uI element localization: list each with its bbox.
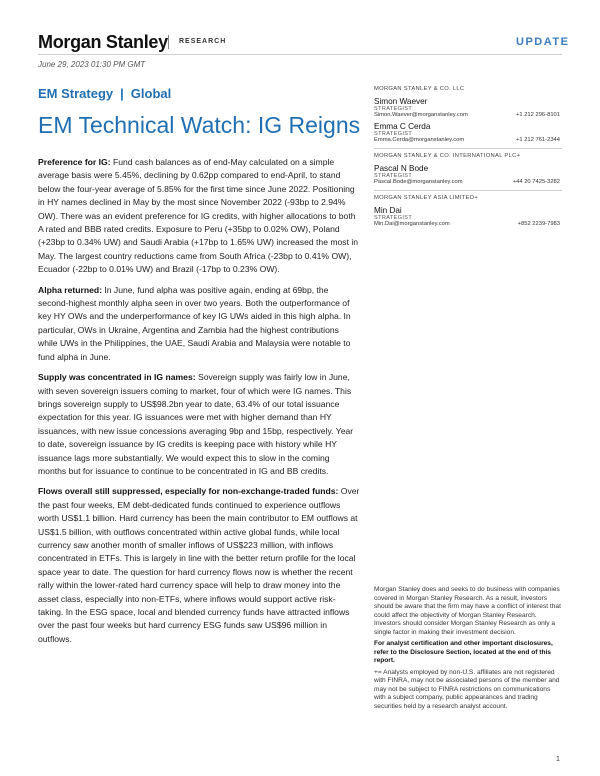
report-title: EM Technical Watch: IG Reigns [38, 112, 361, 138]
disclosure-notice: For analyst certification and other important disclosures, refer to the Disclosure Section, located at the end of this report. [374, 640, 553, 664]
analyst-entry [374, 97, 562, 118]
paragraph-text: Over the past four weeks, EM debt-dedicated funds continued to experience outflows worth US$1.1 billion. Hard currency has been the main contributor to EM outflows at US$1.5 billion, with outflows concentrated within active global funds, while local currency saw another month of smaller inflows of US$223 million, with inflows concentrated in ETFs. This is largely in line with the better return profile for the local space year to date. The question for hard currency flows now is whether the recent rally within the lower-rated hard currency space will help to draw money into the asset class, especially into non-ETFs, where inflows would support active risk-taking. In the ESG space, local and blended currency funds have attracted inflows over the past four weeks but hard currency ESG funds saw US$96 million in outflows. [38, 486, 360, 644]
paragraph-lead: Alpha returned: [38, 284, 102, 295]
header-separator [168, 35, 169, 49]
update-badge: UPDATE [516, 36, 570, 48]
sidebar-rule [374, 190, 562, 191]
sidebar-rule [374, 148, 562, 149]
publish-date: June 29, 2023 01:30 PM GMT [38, 60, 146, 69]
analyst-phone: +1 212 761-2344 [515, 137, 560, 143]
kicker-category: EM Strategy [38, 86, 114, 101]
paragraph [38, 371, 360, 478]
analyst-role: STRATEGIST [374, 106, 413, 112]
paragraph-lead: Preference for IG: [38, 157, 111, 167]
analyst-email[interactable]: Simon.Waever@morganstanley.com [374, 112, 468, 118]
analyst-email[interactable]: Pascal.Bode@morganstanley.com [374, 179, 463, 185]
paragraph-text: Fund cash balances as of end-May calculated on a simple average basis were 5.45%, declining by 0.62pp compared to end-April, to stand below the four-year average of 5.85% for the first time since June 2022. Positioning in HY names declined in May by the most since November 2022 (-93bp to 2.94% OW). There was an evident preference for IG credits, with higher allocations to both A rated and BBB rated credits. Exposure to Peru (+35bp to 0.02% OW), Poland (+23bp to 0.34% UW) and Saudi Arabia (+17bp to 1.65% UW) increased the most in May. The largest country reductions came from South Africa (-23bp to 0.41% OW), Ecuador (-22bp to 0.01% UW) and Brazil (-17bp to 0.23% OW). [38, 157, 359, 275]
header-rule [38, 54, 562, 55]
paragraph [38, 284, 360, 364]
analyst-entry [374, 164, 562, 185]
analyst-name: Emma C Cerda [374, 122, 431, 131]
analyst-name: Simon Waever [374, 97, 428, 106]
analyst-name: Pascal N Bode [374, 164, 429, 173]
org-name: MORGAN STANLEY & CO. LLC [374, 86, 465, 92]
paragraph-text: Sovereign supply was fairly low in June, with seven sovereign issuers coming to market, four of which were IG names. This brings sovereign supply to US$98.2bn year to date, 63.4% of our total issuance expectation for this year. IG issuances were met with higher demand than HY issuances, with new issue concessions averaging 9bp and 15bp, respectively. Year to date, sovereign issuance by IG credits is keeping pace with history while HY issuance lags more substantially. We would expect this to slow in the coming months but for issuance to continue to be concentrated in IG and BB credits. [38, 372, 354, 476]
research-label: RESEARCH [179, 38, 227, 45]
analyst-role: STRATEGIST [374, 173, 413, 179]
analyst-entry [374, 122, 562, 143]
section-kicker [38, 86, 171, 101]
paragraph-text: In June, fund alpha was positive again, ending at 69bp, the second-highest monthly alpha seen in over two years. Both the outperformance of key HY OWs and the underperformance of key IG UWs aided in this high alpha. In particular, OWs in Ukraine, Argentina and Zambia had the highest contributions while UWs in the Philippines, the UAE, Saudi Arabia and Malaysia were notable to fund alpha in June. [38, 284, 351, 362]
kicker-region: Global [130, 86, 172, 101]
org-name: MORGAN STANLEY & CO. INTERNATIONAL PLC+ [374, 153, 521, 159]
paragraph [38, 485, 360, 646]
page-number: 1 [556, 756, 560, 763]
analyst-phone: +1 212 296-8101 [515, 112, 560, 118]
analyst-phone: +852 2239-7983 [517, 221, 560, 227]
paragraph [38, 156, 360, 277]
analyst-role: STRATEGIST [374, 215, 413, 221]
analyst-name: Min Dai [374, 206, 402, 215]
paragraph-lead: Supply was concentrated in IG names: [38, 372, 196, 383]
brand-logo: Morgan Stanley [38, 32, 168, 52]
analyst-email[interactable]: Emma.Cerda@morganstanley.com [374, 137, 465, 143]
analyst-role: STRATEGIST [374, 131, 413, 137]
analyst-sidebar [374, 86, 562, 231]
analyst-entry [374, 206, 562, 227]
finra-notice: += Analysts employed by non-U.S. affiliates are not registered with FINRA, may not be associated persons of the member and may not be subject to FINRA restrictions on communications with a subject company, public appearances and trading securities held by a research analyst account. [374, 668, 560, 710]
analyst-phone: +44 20 7425-3282 [512, 179, 560, 185]
disclaimer-text: Morgan Stanley does and seeks to do business with companies covered in Morgan Stanley Research. As a result, investors should be aware that the firm may have a conflict of interest that could affect the objectivity of Morgan Stanley Research. Investors should consider Morgan Stanley Research as only a single factor in making their investment decision. [374, 586, 561, 636]
analyst-email[interactable]: Min.Dai@morganstanley.com [374, 221, 450, 227]
org-name: MORGAN STANLEY ASIA LIMITED+ [374, 195, 479, 201]
report-body [38, 156, 360, 653]
paragraph-lead: Flows overall still suppressed, especially for non-exchange-traded funds: [38, 486, 339, 497]
kicker-separator: | [120, 86, 124, 101]
disclaimer [374, 586, 562, 714]
